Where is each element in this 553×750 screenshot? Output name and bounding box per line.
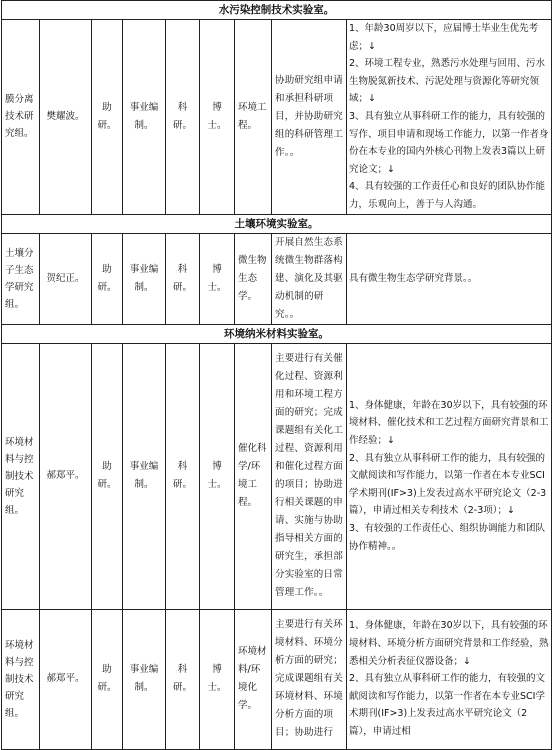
staffing-cell: 事业编制。 (123, 233, 166, 324)
degree-cell: 博士。 (200, 609, 235, 749)
dept-cell: 环境材料与控制技术研究组。 (2, 609, 40, 749)
table-row (2, 343, 552, 609)
direction-cell: 环境工程。 (235, 20, 272, 215)
requirement-item: 2、环境工程专业，熟悉污水处理与回用、污水生物脱氮新技术、污泥处理与资源化等研究领域；↓ (349, 58, 546, 105)
title-level-cell: 助研。 (92, 20, 123, 215)
requirements-cell (347, 343, 552, 609)
degree-cell: 博士。 (200, 343, 235, 609)
duty-cell: 协助研究组申请和承担科研项目，并协助研究组的科研管理工作。。 (272, 20, 347, 215)
requirements-cell (347, 20, 552, 215)
direction-cell: 微生物生态学。 (235, 233, 272, 324)
staffing-cell: 事业编制。 (123, 20, 166, 215)
table-row (2, 233, 552, 324)
contact-name-cell: 贺纪正。 (40, 233, 92, 324)
section-title: 土壤环境实验室。 (2, 214, 552, 233)
dept-cell: 环境材料与控制技术研究组。 (2, 343, 40, 609)
requirements-cell (347, 609, 552, 749)
requirement-item: 3、有较强的工作责任心、组织协调能力和团队协作精神。。 (349, 523, 546, 552)
section-header-row (2, 1, 552, 20)
contact-name-cell: 樊耀波。 (40, 20, 92, 215)
category-cell: 科研。 (166, 233, 200, 324)
requirement-item: 1、年龄30周岁以下，应届博士毕业生优先考虑；↓ (349, 23, 539, 52)
direction-cell: 催化科学/环境工程。 (235, 343, 272, 609)
category-cell: 科研。 (166, 609, 200, 749)
duty-cell: 主要进行有关催化过程、资源利用和环境工程方面的研究；完成课题组有关化工过程、资源利用和催化过程方面的项目；协助进行相关课题的申请、实施与协助指导相关方面的研究生，承担部分实验室的日常管理工作。。 (272, 343, 347, 609)
category-cell: 科研。 (166, 20, 200, 215)
category-cell: 科研。 (166, 343, 200, 609)
section-title: 环境纳米材料实验室。 (2, 324, 552, 343)
dept-cell: 膜分离技术研究组。 (2, 20, 40, 215)
staffing-cell: 事业编制。 (123, 343, 166, 609)
contact-name-cell: 郝郑平。 (40, 609, 92, 749)
requirements-cell (347, 233, 552, 324)
requirement-item: 1、身体健康，年龄在30岁以下，具有较强的环境材料、环境分析方面研究背景和工作经验，熟悉相关分析表征仪器设备；↓ (349, 620, 549, 667)
duty-cell: 开展自然生态系统微生物群落构建、演化及其驱动机制的研究。。 (272, 233, 347, 324)
contact-name-cell: 郝郑平。 (40, 343, 92, 609)
requirement-item: 2、具有独立从事科研工作的能力，有较强的文献阅读和写作能力，以第一作者在本专业SCI学术期刊(IF>3)上发表过高水平研究论文（2篇），申请过相 (349, 673, 546, 738)
section-header-row (2, 214, 552, 233)
requirement-item: 具有微生物生态学研究背景。。 (349, 272, 478, 284)
requirement-item: 4、具有较强的工作责任心和良好的团队协作能力，乐观向上，善于与人沟通。 (349, 181, 546, 210)
requirement-item: 3、具有独立从事科研工作的能力，具有较强的写作、项目申请和现场工作能力，以第一作者身份在本专业的国内外核心刊物上发表3篇以上研究论文；↓ (349, 110, 549, 175)
staffing-cell: 事业编制。 (123, 609, 166, 749)
recruitment-table (1, 0, 552, 750)
degree-cell: 博士。 (200, 20, 235, 215)
table-row (2, 20, 552, 215)
title-level-cell: 助研。 (92, 233, 123, 324)
degree-cell: 博士。 (200, 233, 235, 324)
section-header-row (2, 324, 552, 343)
direction-cell: 环境材料/环境化学。 (235, 609, 272, 749)
requirement-item: 1、身体健康，年龄在30岁以下，具有较强的环境材料、催化技术和工艺过程方面研究背景和工作经验；↓ (349, 399, 549, 447)
dept-cell: 土壤分子生态学研究组。 (2, 233, 40, 324)
duty-cell: 主要进行有关环境材料、环境分析方面的研究；完成课题组有关环境材料、环境分析方面的项目；协助进行 (272, 609, 347, 749)
section-title: 水污染控制技术实验室。 (2, 1, 552, 20)
title-level-cell: 助研。 (92, 609, 123, 749)
requirement-item: 2、具有独立从事科研工作的能力，具有较强的文献阅读和写作能力，以第一作者在本专业SCI学术期刊(IF>3)上发表过高水平研究论文（2-3篇），申请过相关专利技术（2-3项）；↓ (349, 452, 547, 517)
table-row (2, 609, 552, 749)
title-level-cell: 助研。 (92, 343, 123, 609)
